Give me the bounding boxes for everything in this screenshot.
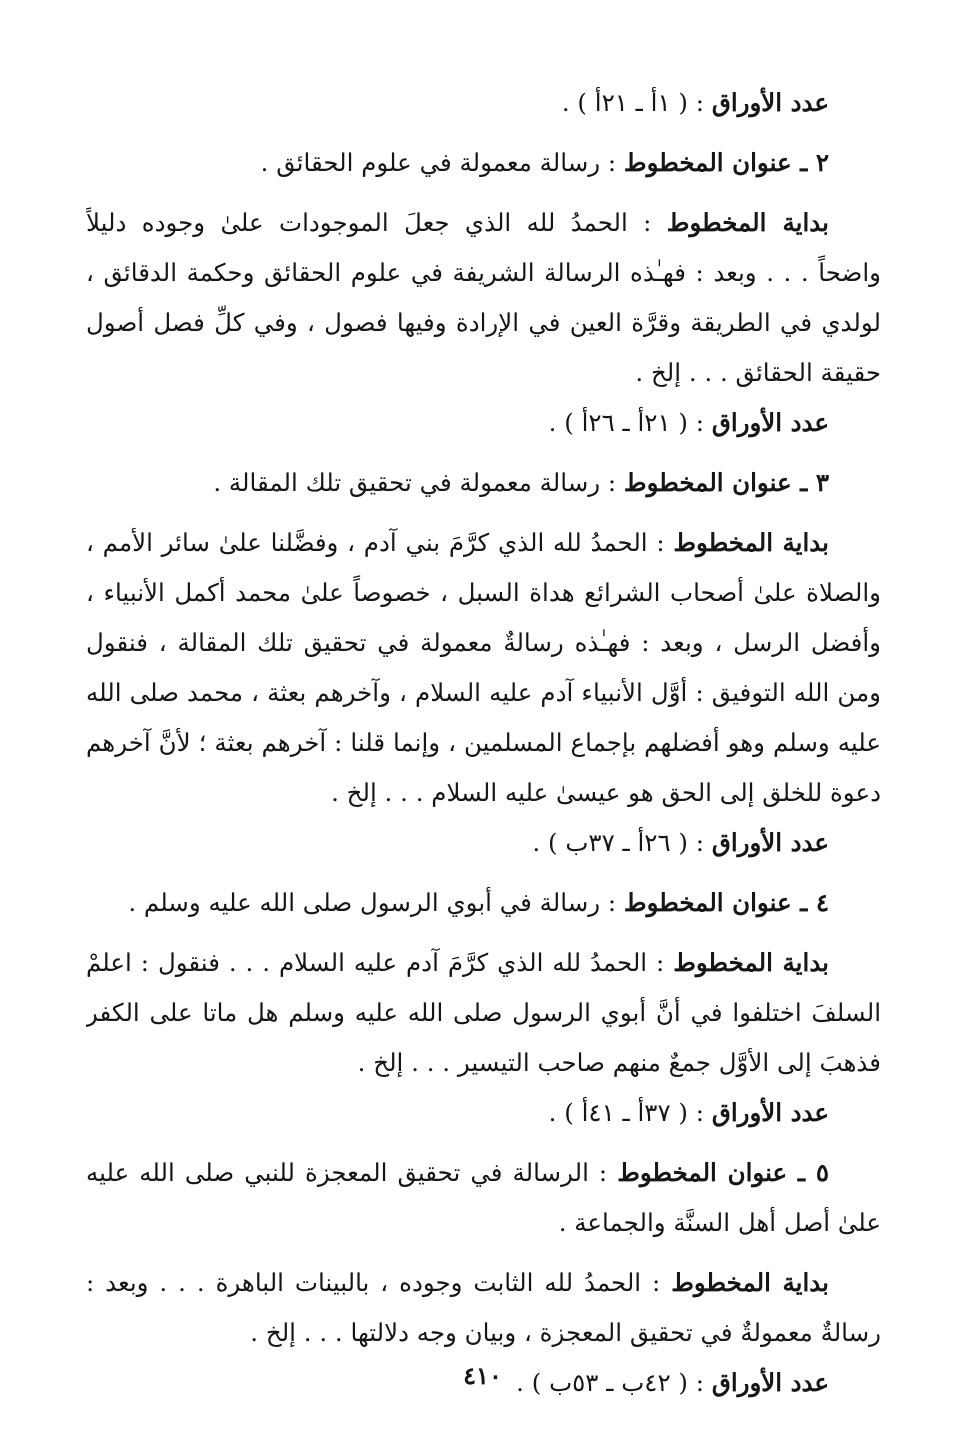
leaves-label: عدد الأوراق	[711, 408, 829, 437]
leaves-value: : ( ٢١أ ـ ٢٦أ ) .	[548, 408, 705, 437]
leaves-value: : ( ٤٢ب ـ ٥٣ب ) .	[516, 1368, 705, 1397]
leaves-label: عدد الأوراق	[711, 88, 829, 117]
leaves-line	[86, 78, 881, 128]
incipit-line: عليه وسلم وهو أفضلهم بإجماع المسلمين ، وإنما قلنا : آخرهم بعثة ؛ لأنَّ آخرهم	[86, 728, 881, 757]
incipit-text: : الحمدُ لله الذي كرَّمَ بني آدم ، وفضَّلنا علىٰ سائر الأمم ،	[86, 528, 665, 557]
manuscript-title-line	[86, 458, 881, 508]
leaves-value: : ( ١أ ـ ٢١أ ) .	[561, 88, 705, 117]
manuscript-title-line: علىٰ أصل أهل السنَّة والجماعة .	[558, 1208, 881, 1237]
incipit-line	[86, 1258, 881, 1308]
incipit-text: : الحمدُ لله الثابت وجوده ، بالبينات الباهرة . . . وبعد :	[86, 1268, 661, 1297]
incipit-label: بداية المخطوط	[671, 1268, 829, 1297]
incipit-line: السلفَ اختلفوا في أنَّ أبوي الرسول صلى الله عليه وسلم هل ماتا على الكفر	[86, 998, 881, 1027]
page-body	[86, 78, 881, 1408]
title-label: ٥ ـ عنوان المخطوط	[617, 1158, 829, 1187]
manuscript-title-line	[86, 878, 881, 928]
title-label: ٤ ـ عنوان المخطوط	[623, 888, 829, 917]
incipit-label: بداية المخطوط	[666, 208, 829, 237]
incipit-line: واضحاً . . . وبعد : فهـٰذه الرسالة الشريفة في علوم الحقائق وحكمة الدقائق ،	[86, 258, 881, 287]
leaves-value: : ( ٢٦أ ـ ٣٧ب ) .	[532, 828, 705, 857]
leaves-label: عدد الأوراق	[711, 1368, 829, 1397]
incipit-text: : الحمدُ لله الذي جعلَ الموجودات علىٰ وجوده دليلاً	[86, 208, 652, 237]
leaves-line	[86, 1088, 881, 1138]
incipit-line: والصلاة علىٰ أصحاب الشرائع هداة السبل ، خصوصاً علىٰ محمد أكمل الأنبياء ،	[86, 578, 881, 607]
title-label: ٣ ـ عنوان المخطوط	[623, 468, 829, 497]
manuscript-title-line	[86, 1148, 881, 1198]
leaves-label: عدد الأوراق	[711, 828, 829, 857]
incipit-line: فذهبَ إلى الأوَّل جمعٌ منهم صاحب التيسير . . . إلخ .	[357, 1048, 881, 1077]
incipit-line: رسالةٌ معمولةٌ في تحقيق المعجزة ، وبيان وجه دلالتها . . . إلخ .	[250, 1318, 881, 1347]
incipit-line: حقيقة الحقائق . . . إلخ .	[635, 358, 881, 387]
leaves-label: عدد الأوراق	[711, 1098, 829, 1127]
incipit-line: لولدي في الطريقة وقرَّة العين في الإرادة وفيها فصول ، وفي كلِّ فصل أصول	[86, 308, 881, 337]
title-value: : رسالة معمولة في تحقيق تلك المقالة .	[213, 468, 617, 497]
incipit-label: بداية المخطوط	[673, 948, 829, 977]
incipit-line: دعوة للخلق إلى الحق هو عيسىٰ عليه السلام . . . إلخ .	[331, 778, 881, 807]
leaves-line	[86, 398, 881, 448]
incipit-label: بداية المخطوط	[673, 528, 829, 557]
title-value: : رسالة في أبوي الرسول صلى الله عليه وسلم .	[128, 888, 617, 917]
leaves-line	[86, 818, 881, 868]
incipit-line	[86, 198, 881, 248]
page-number: ٤١٠	[463, 1361, 502, 1390]
title-value: : الرسالة في تحقيق المعجزة للنبي صلى الله عليه	[86, 1158, 608, 1187]
incipit-line	[86, 938, 881, 988]
incipit-line: ومن الله التوفيق : أوَّل الأنبياء آدم عليه السلام ، وآخرهم بعثة ، محمد صلى الله	[86, 678, 881, 707]
title-label: ٢ ـ عنوان المخطوط	[623, 148, 829, 177]
manuscript-title-line	[86, 138, 881, 188]
title-value: : رسالة معمولة في علوم الحقائق .	[260, 148, 617, 177]
incipit-line	[86, 518, 881, 568]
leaves-value: : ( ٣٧أ ـ ٤١أ ) .	[548, 1098, 705, 1127]
incipit-text: : الحمدُ لله الذي كرَّمَ آدم عليه السلام . . . فنقول : اعلمْ	[86, 948, 665, 977]
incipit-line: وأفضل الرسل ، وبعد : فهـٰذه رسالةٌ معمولة في تحقيق تلك المقالة ، فنقول	[86, 628, 881, 657]
